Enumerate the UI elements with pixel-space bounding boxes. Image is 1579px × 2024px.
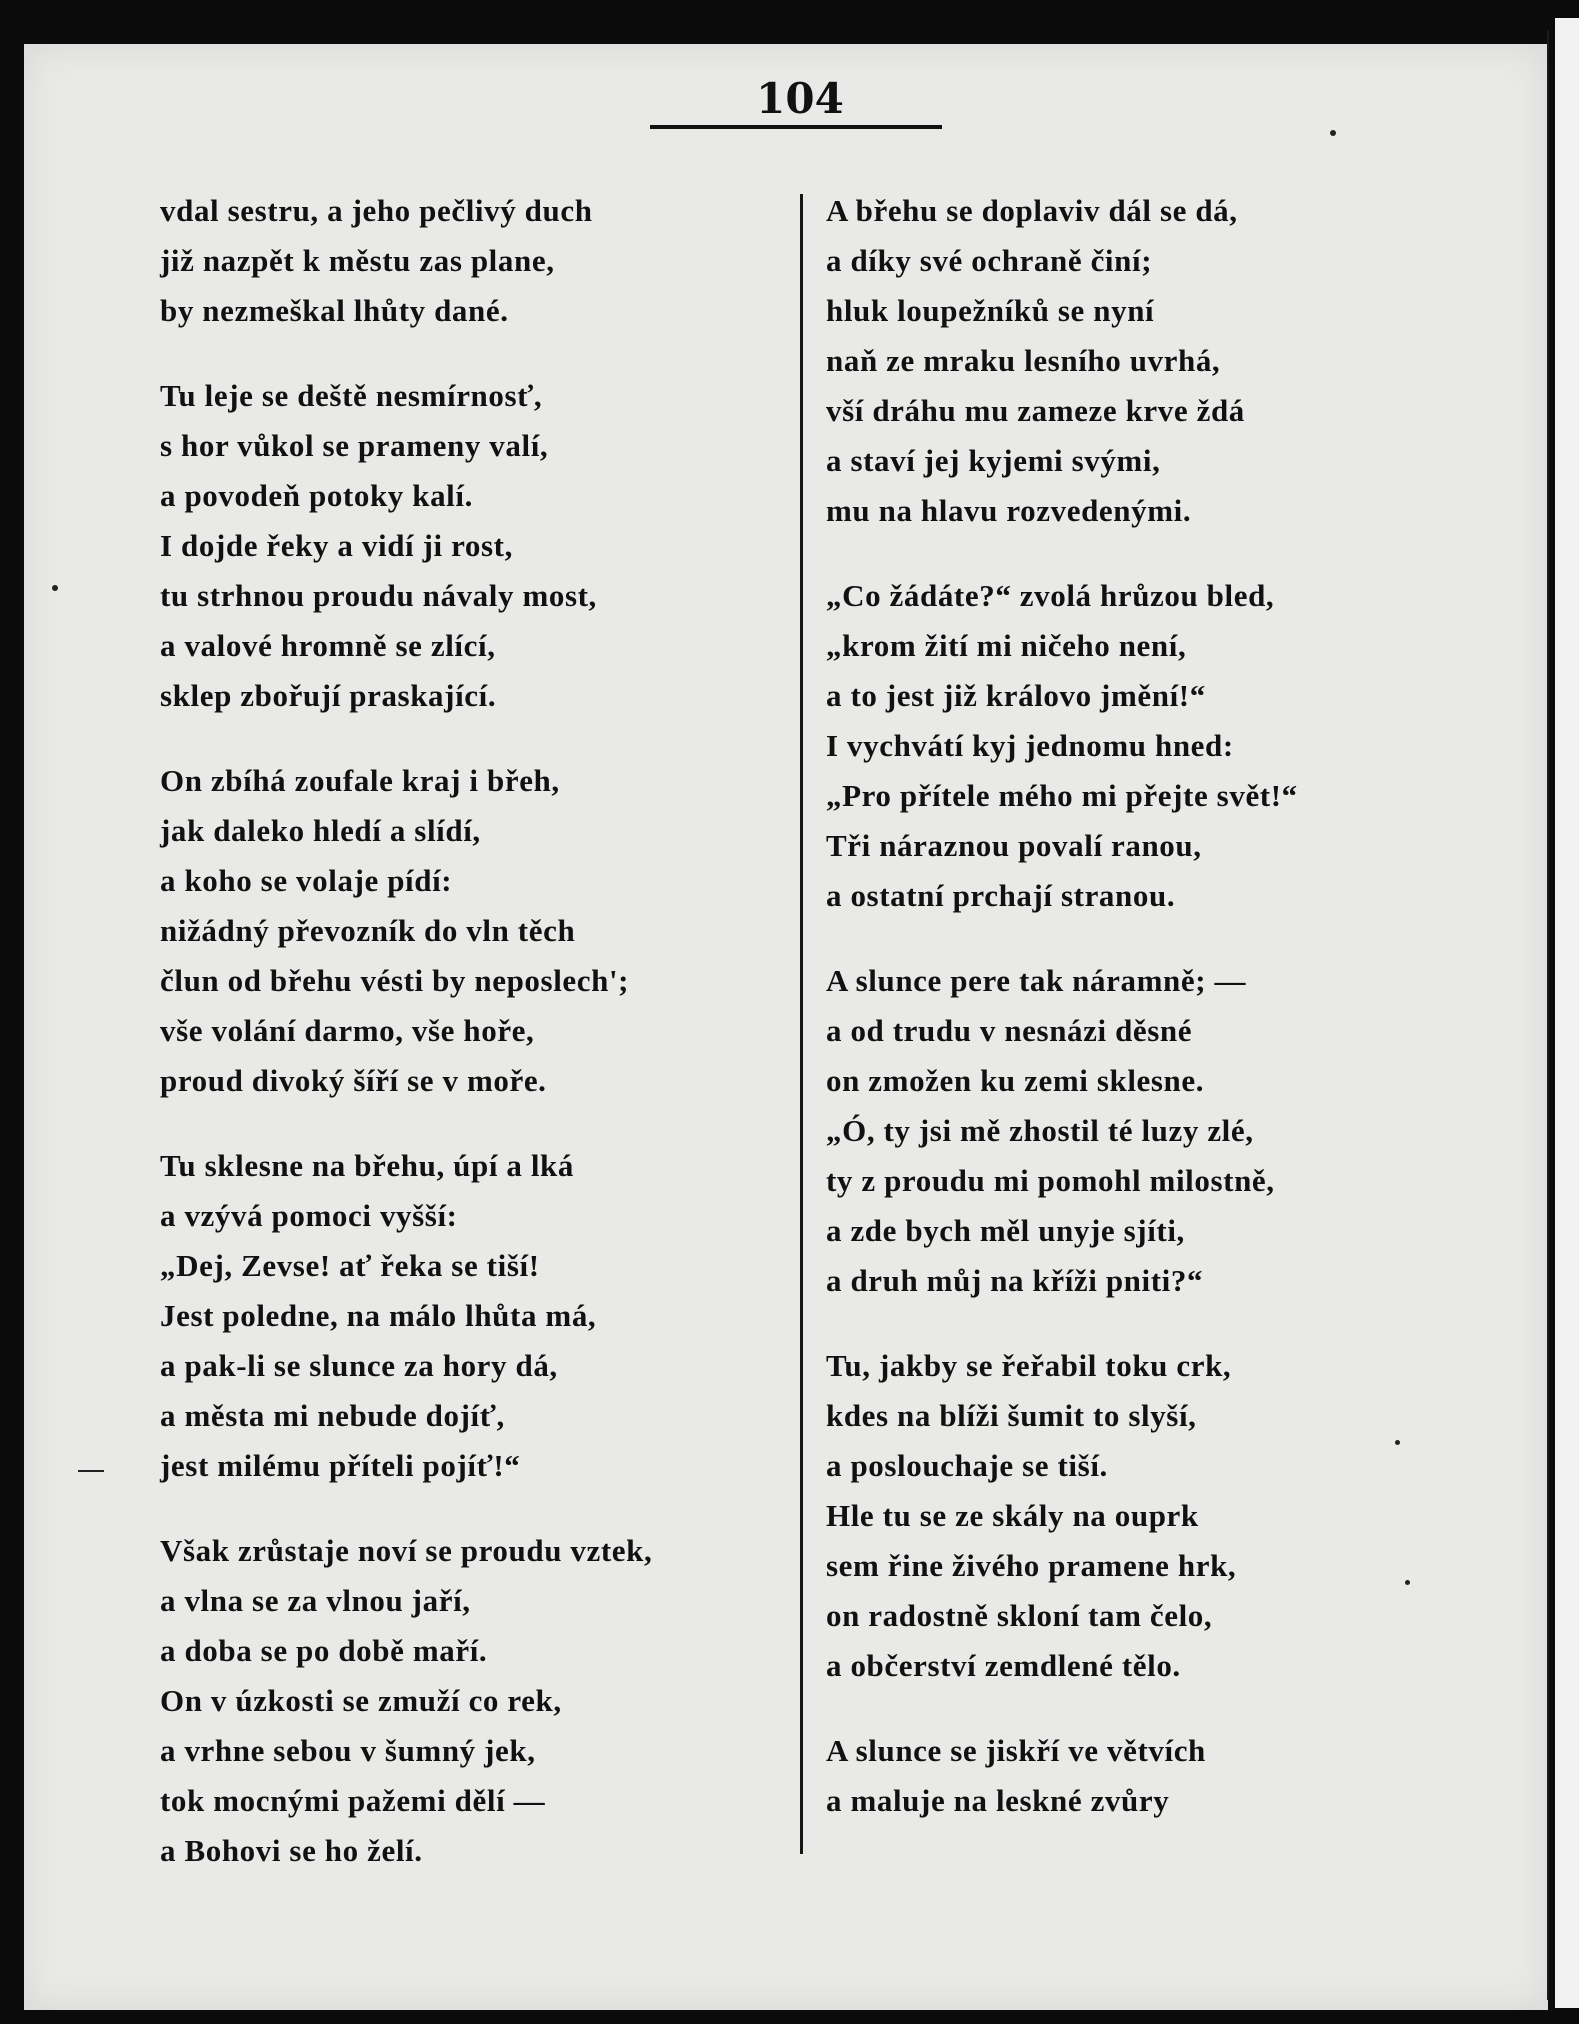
verse-line: by nezmeškal lhůty dané. [160, 293, 509, 328]
right-column [826, 186, 1436, 1861]
verse-line: jak daleko hledí a slídí, [160, 813, 481, 848]
verse-line: hluk loupežníků se nyní [826, 293, 1155, 328]
verse-line: a od trudu v nesnázi děsné [826, 1013, 1193, 1048]
verse-line: tok mocnými pažemi dělí — [160, 1783, 546, 1818]
verse-line: A břehu se doplaviv dál se dá, [826, 193, 1238, 228]
scan-speck [1405, 1580, 1410, 1585]
verse-line: již nazpět k městu zas plane, [160, 243, 555, 278]
verse-line: vdal sestru, a jeho pečlivý duch [160, 193, 593, 228]
verse-line: „Co žádáte?“ zvolá hrůzou bled, [826, 578, 1275, 613]
verse-line: mu na hlavu rozvedenými. [826, 493, 1192, 528]
verse-line: „Dej, Zevse! ať řeka se tiší! [160, 1248, 540, 1283]
verse-line: a vrhne sebou v šumný jek, [160, 1733, 536, 1768]
verse-line: a vlna se za vlnou jaří, [160, 1583, 471, 1618]
verse-line: a Bohovi se ho želí. [160, 1833, 423, 1868]
verse-line: „krom žití mi ničeho není, [826, 628, 1187, 663]
verse-line: naň ze mraku lesního uvrhá, [826, 343, 1221, 378]
verse-line: a povodeň potoky kalí. [160, 478, 473, 513]
header-rule [650, 125, 942, 129]
verse-line: On v úzkosti se zmuží co rek, [160, 1683, 562, 1718]
verse-line: s hor vůkol se prameny valí, [160, 428, 549, 463]
verse-line: a maluje na leskné zvůry [826, 1783, 1170, 1818]
verse-line: Hle tu se ze skály na ouprk [826, 1498, 1199, 1533]
stanza [160, 371, 800, 721]
stanza [826, 571, 1436, 921]
verse-line: kdes na blíži šumit to slyší, [826, 1398, 1197, 1433]
verse-line: on radostně skloní tam čelo, [826, 1598, 1213, 1633]
verse-line: „Ó, ty jsi mě zhostil té luzy zlé, [826, 1113, 1254, 1148]
verse-line: Jest poledne, na málo lhůta má, [160, 1298, 597, 1333]
verse-line: A slunce pere tak náramně; — [826, 963, 1247, 998]
verse-line: tu strhnou proudu návaly most, [160, 578, 597, 613]
scan-speck [1330, 130, 1336, 136]
verse-line: sklep zbořují praskající. [160, 678, 497, 713]
verse-line: I vychvátí kyj jednomu hned: [826, 728, 1234, 763]
verse-line: Tu leje se deště nesmírnosť, [160, 378, 543, 413]
verse-line: a pak-li se slunce za hory dá, [160, 1348, 558, 1383]
page-edge-line [1547, 30, 1549, 2000]
stanza [160, 756, 800, 1106]
verse-line: vše volání darmo, vše hoře, [160, 1013, 535, 1048]
verse-line: Tu, jakby se řeřabil toku crk, [826, 1348, 1232, 1383]
stanza [826, 956, 1436, 1306]
scan-speck [78, 1470, 104, 1472]
verse-line: a ostatní prchají stranou. [826, 878, 1176, 913]
verse-line: On zbíhá zoufale kraj i břeh, [160, 763, 560, 798]
scan-speck [1395, 1440, 1400, 1445]
verse-line: Tři náraznou povalí ranou, [826, 828, 1202, 863]
stanza [160, 186, 800, 336]
verse-line: a města mi nebude dojíť, [160, 1398, 505, 1433]
verse-line: sem řine živého pramene hrk, [826, 1548, 1237, 1583]
stanza [826, 1341, 1436, 1691]
verse-line: vší dráhu mu zameze krve ždá [826, 393, 1245, 428]
stanza [826, 1726, 1436, 1826]
stanza [160, 1526, 800, 1876]
verse-line: a zde bych měl unyje sjíti, [826, 1213, 1185, 1248]
verse-line: a vzývá pomoci vyšší: [160, 1198, 458, 1233]
column-divider [800, 194, 803, 1854]
stanza [160, 1141, 800, 1491]
stanza [826, 186, 1436, 536]
left-column [160, 186, 800, 1911]
verse-line: a valové hromně se zlící, [160, 628, 496, 663]
verse-line: „Pro přítele mého mi přejte svět!“ [826, 778, 1298, 813]
verse-line: Však zrůstaje noví se proudu vztek, [160, 1533, 653, 1568]
verse-line: proud divoký šíří se v moře. [160, 1063, 547, 1098]
verse-line: a občerství zemdlené tělo. [826, 1648, 1181, 1683]
verse-line: a to jest již královo jmění!“ [826, 678, 1206, 713]
verse-line: nižádný převozník do vln těch [160, 913, 576, 948]
verse-line: I dojde řeky a vidí ji rost, [160, 528, 513, 563]
scan-speck [52, 585, 58, 591]
verse-line: a poslouchaje se tiší. [826, 1448, 1108, 1483]
adjacent-page-edge [1555, 18, 1579, 2008]
verse-line: jest milému příteli pojíť!“ [160, 1448, 521, 1483]
verse-line: a druh můj na kříži pniti?“ [826, 1263, 1204, 1298]
verse-line: Tu sklesne na břehu, úpí a lká [160, 1148, 574, 1183]
verse-line: a koho se volaje pídí: [160, 863, 453, 898]
verse-line: a doba se po době maří. [160, 1633, 488, 1668]
verse-line: A slunce se jiskří ve větvích [826, 1733, 1206, 1768]
verse-line: a díky své ochraně činí; [826, 243, 1153, 278]
verse-line: ty z proudu mi pomohl milostně, [826, 1163, 1275, 1198]
page-number: 104 [756, 74, 844, 123]
verse-line: člun od břehu vésti by neposlech'; [160, 963, 630, 998]
verse-line: on zmožen ku zemi sklesne. [826, 1063, 1205, 1098]
verse-line: a staví jej kyjemi svými, [826, 443, 1161, 478]
